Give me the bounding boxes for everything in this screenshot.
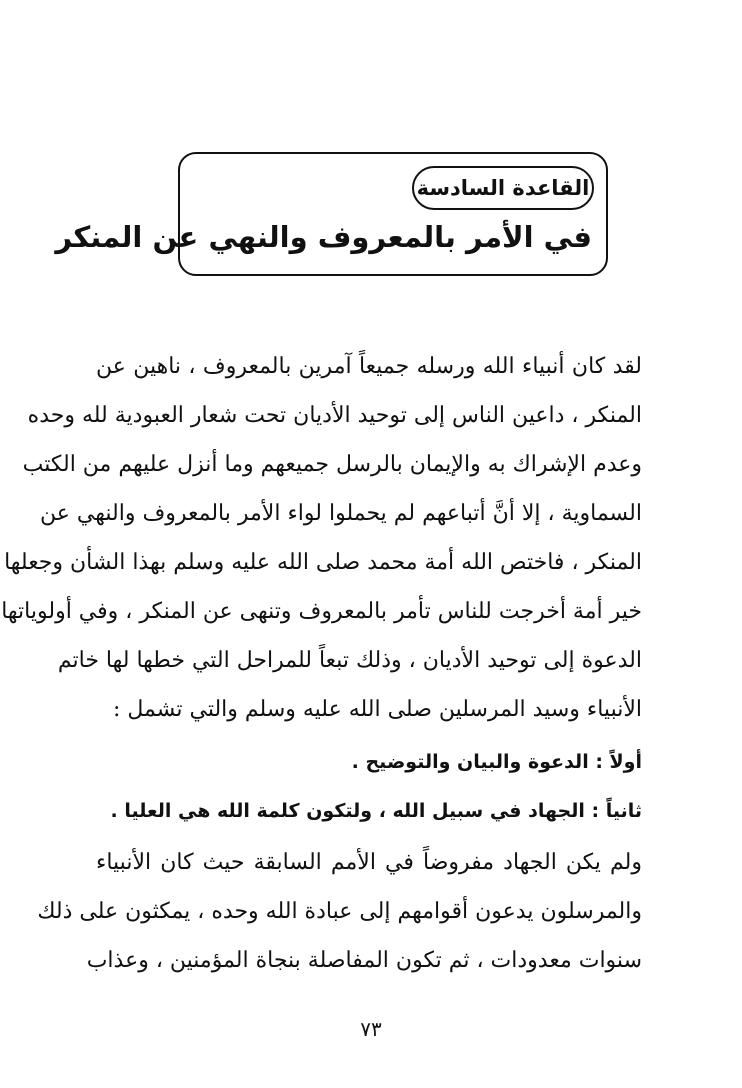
text-line: الأنبياء وسيد المرسلين صلى الله عليه وسلم والتي تشمل : — [112, 697, 642, 722]
point-item-2: ثانياً : الجهاد في سبيل الله ، ولتكون كلمة الله هي العليا . — [110, 800, 642, 822]
section-label: القاعدة السادسة — [412, 166, 594, 210]
text-line: وعدم الإشراك به والإيمان بالرسل جميعهم وما أنزل عليهم من الكتب — [22, 452, 642, 477]
text-line: سنوات معدودات ، ثم تكون المفاصلة بنجاة المؤمنين ، وعذاب — [86, 948, 642, 973]
text-line: المنكر ، داعين الناس إلى توحيد الأديان تحت شعار العبودية لله وحده — [27, 403, 642, 428]
text-line: ولم يكن الجهاد مفروضاً في الأمم السابقة حيث كان الأنبياء — [96, 850, 642, 875]
text-line: والمرسلون يدعون أقوامهم إلى عبادة الله وحده ، يمكثون على ذلك — [37, 899, 642, 924]
text-line: السماوية ، إلا أنَّ أتباعهم لم يحملوا لواء الأمر بالمعروف والنهي عن — [40, 501, 642, 526]
text-line: لقد كان أنبياء الله ورسله جميعاً آمرين بالمعروف ، ناهين عن — [96, 354, 642, 379]
text-line: الدعوة إلى توحيد الأديان ، وذلك تبعاً للمراحل التي خطها لها خاتم — [57, 648, 642, 673]
text-line: خير أمة أخرجت للناس تأمر بالمعروف وتنهى عن المنكر ، وفي أولوياتها — [1, 599, 642, 624]
chapter-header-box — [55, 152, 608, 276]
point-item-1: أولاً : الدعوة والبيان والتوضيح . — [351, 751, 642, 773]
chapter-title: في الأمر بالمعروف والنهي عن المنكر — [55, 220, 592, 254]
page-number: ٧٣ — [360, 1017, 382, 1041]
text-line: المنكر ، فاختص الله أمة محمد صلى الله عليه وسلم بهذا الشأن وجعلها — [4, 550, 642, 575]
